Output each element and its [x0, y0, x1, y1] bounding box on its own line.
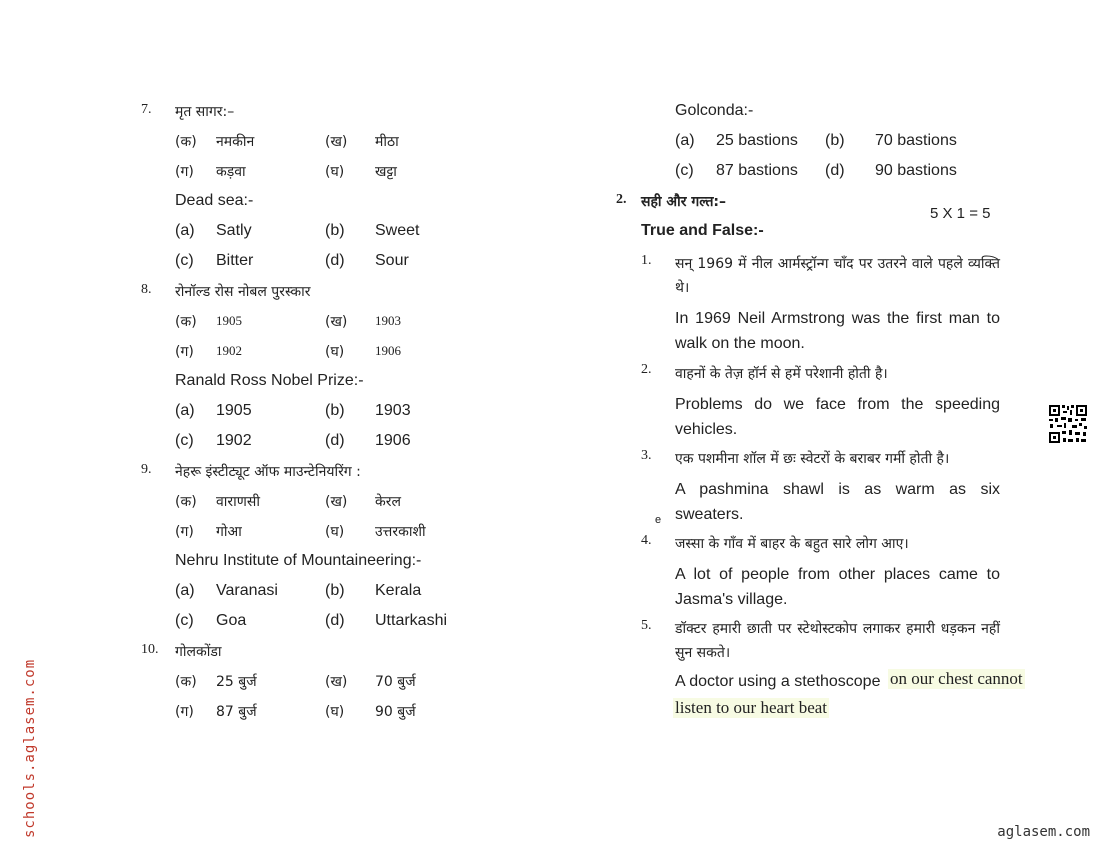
option-label: (b): [825, 132, 845, 149]
option-label: (b): [325, 402, 345, 419]
question-title-hindi: मृत सागर:–: [175, 104, 235, 120]
item-number: 4.: [641, 533, 652, 548]
stray-mark: e: [655, 514, 662, 526]
option-label: (a): [175, 582, 195, 599]
option-label: (घ): [325, 344, 345, 360]
option-text: मीठा: [375, 134, 399, 150]
item-statement-hindi: वाहनों के तेज़ हॉर्न से हमें परेशानी होती है।: [675, 366, 888, 382]
option-text: 1905: [216, 313, 242, 328]
option-label: (c): [175, 612, 194, 629]
question-title-hindi: नेहरू इंस्टीट्यूट ऑफ माउन्टेनियरिंग :: [175, 464, 361, 480]
option-label: (b): [325, 582, 345, 599]
option-text: 1906: [375, 432, 411, 449]
option-label: (a): [175, 222, 195, 239]
option-text: उत्तरकाशी: [375, 524, 426, 540]
watermark-bottom: aglasem.com: [997, 824, 1090, 840]
option-label: (क): [175, 314, 197, 330]
question-title-english: Golconda:-: [675, 102, 754, 119]
section-number: 2.: [616, 192, 627, 207]
option-label: (d): [325, 432, 345, 449]
item-statement-english: A lot of people from other places came to Jasma's village.: [675, 566, 1000, 608]
question-number: 9.: [141, 462, 152, 477]
option-label: (ख): [325, 674, 348, 690]
option-text: 1905: [216, 402, 252, 419]
section-title-english: True and False:-: [641, 222, 764, 239]
item-statement-hindi: एक पशमीना शॉल में छः स्वेटरों के बराबर गर्मी होती है।: [675, 451, 950, 467]
option-label: (ख): [325, 314, 348, 330]
option-text: खट्टा: [375, 164, 397, 180]
marks-label: 5 X 1 = 5: [930, 205, 991, 222]
question-title-english: Nehru Institute of Mountaineering:-: [175, 552, 422, 569]
option-text: 70 bastions: [875, 132, 957, 149]
option-label: (क): [175, 494, 197, 510]
option-label: (ख): [325, 494, 348, 510]
question-title-hindi: गोलकोंडा: [175, 644, 222, 660]
option-text: Satly: [216, 222, 252, 239]
option-text: 1902: [216, 343, 242, 358]
item-number: 3.: [641, 448, 652, 463]
option-label: (d): [825, 162, 845, 179]
option-text: Goa: [216, 612, 247, 629]
question-number: 7.: [141, 102, 152, 117]
handwritten-correction: on our chest cannot: [890, 669, 1023, 688]
option-text: 1902: [216, 432, 252, 449]
question-number: 8.: [141, 282, 152, 297]
option-label: (घ): [325, 524, 345, 540]
option-label: (घ): [325, 164, 345, 180]
option-text: 1906: [375, 343, 401, 358]
option-text: Sweet: [375, 222, 420, 239]
option-label: (c): [175, 432, 194, 449]
item-statement-english: In 1969 Neil Armstrong was the first man to walk on the moon.: [675, 310, 1000, 352]
question-title-english: Ranald Ross Nobel Prize:-: [175, 372, 364, 389]
item-number: 1.: [641, 253, 652, 268]
option-text: 70 बुर्ज: [375, 674, 416, 690]
option-label: (d): [325, 612, 345, 629]
option-label: (c): [675, 162, 694, 179]
option-text: गोआ: [216, 524, 242, 540]
option-text: Varanasi: [216, 582, 278, 599]
option-text: कड़वा: [216, 164, 246, 180]
option-text: 1903: [375, 402, 411, 419]
option-text: Kerala: [375, 582, 422, 599]
option-label: (a): [175, 402, 195, 419]
option-text: 90 bastions: [875, 162, 957, 179]
item-statement-hindi: डॉक्टर हमारी छाती पर स्टेथोस्टकोप लगाकर हमारी धड़कन नहीं सुन सकते।: [675, 621, 1000, 661]
item-statement-english: Problems do we face from the speeding vehicles.: [675, 396, 1000, 438]
option-text: Sour: [375, 252, 409, 269]
option-label: (क): [175, 674, 197, 690]
option-text: 87 बुर्ज: [216, 704, 257, 720]
option-label: (ग): [175, 704, 194, 720]
item-number: 2.: [641, 362, 652, 377]
item-statement-english: A pashmina shawl is as warm as six sweaters.: [675, 481, 1000, 523]
option-label: (b): [325, 222, 345, 239]
option-text: वाराणसी: [216, 494, 260, 510]
option-text: 90 बुर्ज: [375, 704, 416, 720]
section-title-hindi: सही और गल्त:–: [641, 194, 727, 210]
handwritten-correction: listen to our heart beat: [675, 698, 828, 717]
option-label: (ग): [175, 344, 194, 360]
option-text: 1903: [375, 313, 401, 328]
question-number: 10.: [141, 642, 159, 657]
option-label: (ख): [325, 134, 348, 150]
option-label: (c): [175, 252, 194, 269]
qr-code-icon: [1048, 404, 1088, 444]
watermark-side: schools.aglasem.com: [22, 658, 38, 838]
item-statement-english: A doctor using a stethoscope: [675, 673, 881, 690]
option-label: (ग): [175, 524, 194, 540]
option-text: नमकीन: [216, 134, 255, 150]
option-label: (d): [325, 252, 345, 269]
option-text: 25 बुर्ज: [216, 674, 257, 690]
option-label: (घ): [325, 704, 345, 720]
item-number: 5.: [641, 618, 652, 633]
option-label: (क): [175, 134, 197, 150]
option-label: (ग): [175, 164, 194, 180]
option-text: Uttarkashi: [375, 612, 448, 629]
question-title-english: Dead sea:-: [175, 192, 254, 209]
option-text: Bitter: [216, 252, 254, 269]
option-text: 87 bastions: [716, 162, 798, 179]
option-text: केरल: [375, 494, 401, 510]
item-statement-hindi: जस्सा के गाँव में बाहर के बहुत सारे लोग आए।: [675, 536, 909, 552]
option-text: 25 bastions: [716, 132, 798, 149]
item-statement-hindi: सन् 1969 में नील आर्मस्ट्रॉन्ग चाँद पर उतरने वाले पहले व्यक्ति थे।: [675, 256, 1000, 296]
option-label: (a): [675, 132, 695, 149]
question-title-hindi: रोनॉल्ड रोस नोबल पुरस्कार: [175, 284, 311, 300]
